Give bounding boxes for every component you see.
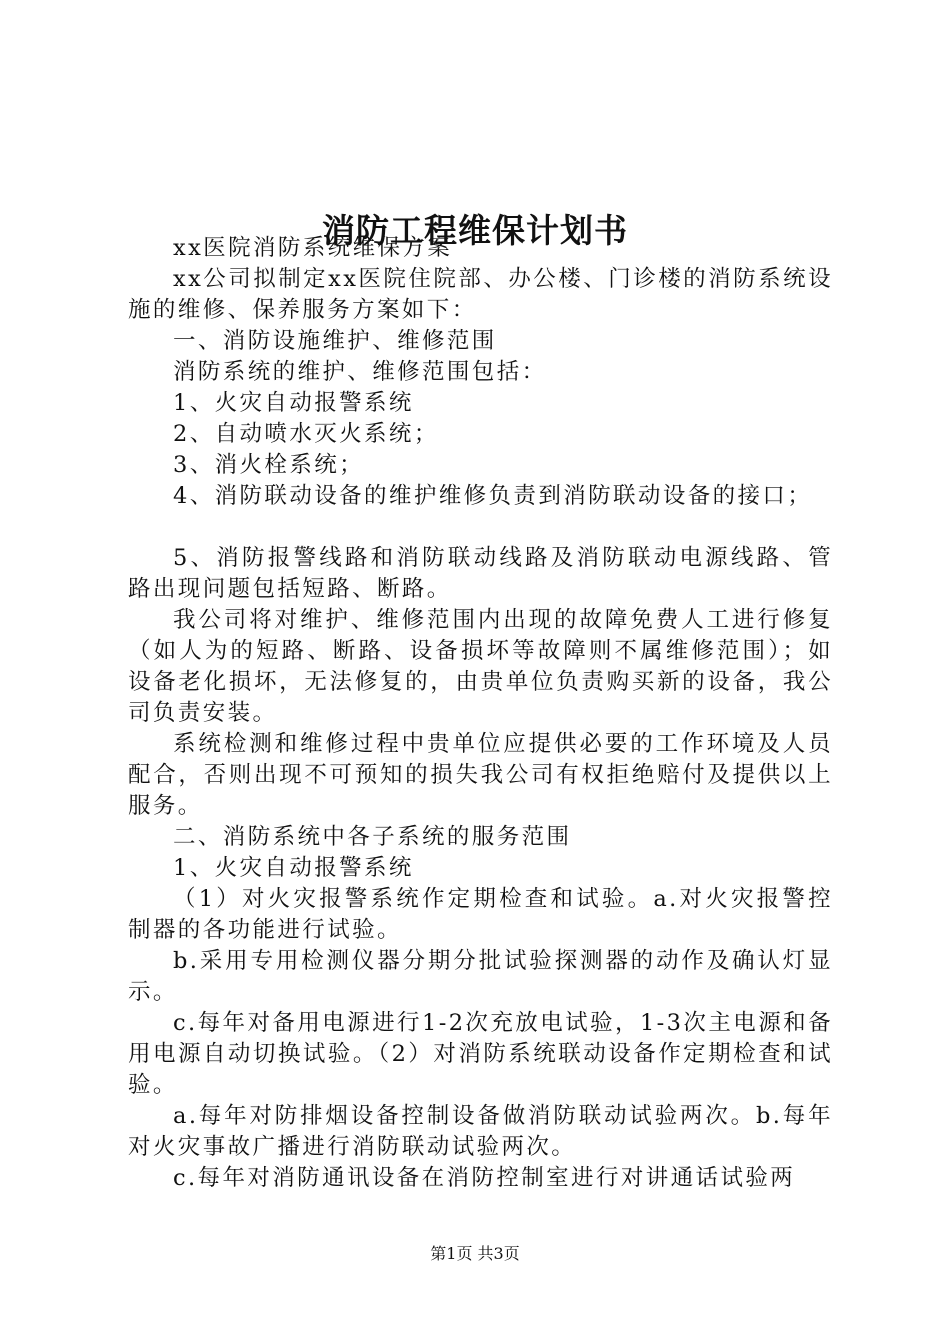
paragraph: 消防系统的维护、维修范围包括：	[173, 359, 547, 385]
paragraph: b.采用专用检测仪器分期分批试验探测器的动作及确认灯显示。	[128, 948, 833, 1005]
paragraph: c.每年对备用电源进行1-2次充放电试验，1-3次主电源和备用电源自动切换试验。（2）对消防系统联动设备作定期检查和试验。	[128, 1010, 833, 1098]
document-title: 消防工程维保计划书	[322, 211, 628, 251]
list-item: 5、消防报警线路和消防联动线路及消防联动电源线路、管路出现问题包括短路、断路。	[128, 545, 833, 602]
document-body	[128, 233, 833, 1194]
list-item: 1、火灾自动报警系统	[173, 390, 414, 416]
list-item: 2、自动喷水灭火系统；	[173, 421, 439, 447]
paragraph: a.每年对防排烟设备控制设备做消防联动试验两次。b.每年对火灾事故广播进行消防联动试验两次。	[128, 1103, 833, 1160]
section-heading: 二、消防系统中各子系统的服务范围	[173, 824, 572, 850]
paragraph: xx医院消防系统维保方案	[173, 235, 453, 261]
paragraph: xx公司拟制定xx医院住院部、办公楼、门诊楼的消防系统设施的维修、保养服务方案如下：	[128, 266, 833, 323]
page-number-footer: 第1页 共3页	[430, 1244, 520, 1263]
paragraph: （1）对火灾报警系统作定期检查和试验。a.对火灾报警控制器的各功能进行试验。	[128, 886, 833, 943]
paragraph: 我公司将对维护、维修范围内出现的故障免费人工进行修复（如人为的短路、断路、设备损坏等故障则不属维修范围）；如设备老化损坏，无法修复的，由贵单位负责购买新的设备，我公司负责安装。	[128, 607, 833, 726]
section-heading: 一、消防设施维护、维修范围	[173, 328, 497, 354]
paragraph: c.每年对消防通讯设备在消防控制室进行对讲通话试验两	[173, 1165, 796, 1191]
paragraph: 系统检测和维修过程中贵单位应提供必要的工作环境及人员配合，否则出现不可预知的损失我公司有权拒绝赔付及提供以上服务。	[128, 731, 833, 819]
list-item: 3、消火栓系统；	[173, 452, 365, 478]
subsection-heading: 1、火灾自动报警系统	[173, 855, 414, 881]
list-item: 4、消防联动设备的维护维修负责到消防联动设备的接口；	[173, 483, 813, 509]
